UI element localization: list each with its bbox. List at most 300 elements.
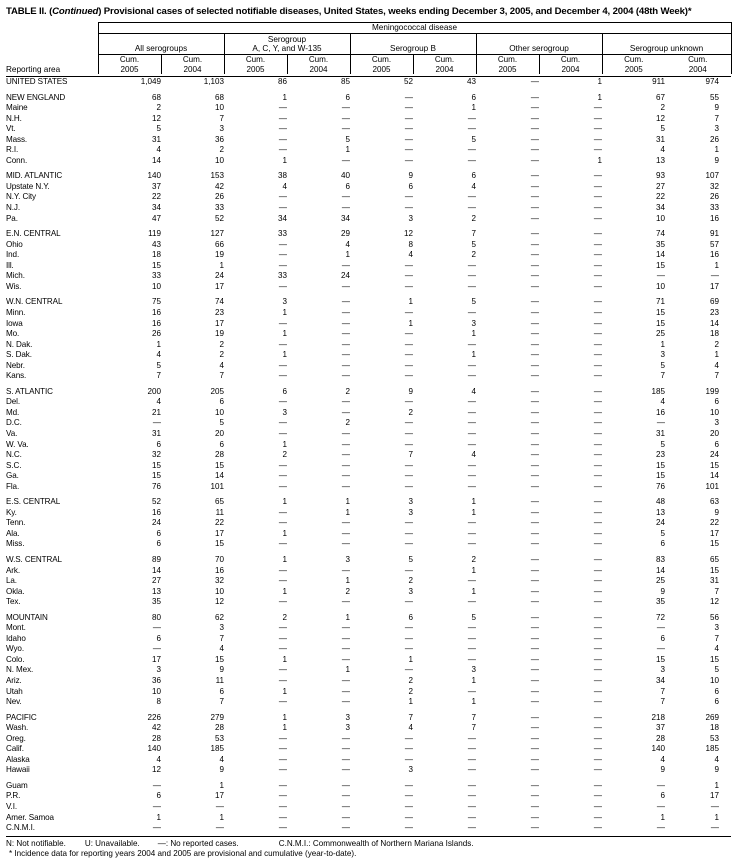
row-value-10: 9 (714, 765, 720, 775)
row-value-8: — (593, 597, 602, 607)
row-value-9: 4 (660, 397, 665, 407)
row-value-7: — (530, 686, 539, 696)
row-value-10: 63 (710, 497, 720, 507)
row-value-10: 65 (710, 554, 720, 564)
row-value-2: 2 (219, 339, 224, 349)
row-value-10: 53 (710, 733, 720, 743)
row-value-3: — (278, 644, 287, 654)
row-value-6: — (467, 155, 476, 165)
table-row (6, 623, 731, 634)
row-value-1: 3 (156, 665, 161, 675)
row-value-3: — (278, 791, 287, 801)
row-value-10: 6 (714, 697, 720, 707)
row-value-7: — (530, 507, 539, 517)
row-value-7: — (530, 471, 539, 481)
row-value-7: — (530, 339, 539, 349)
row-value-7: — (530, 644, 539, 654)
row-value-8: — (593, 733, 602, 743)
table-row (6, 765, 731, 776)
row-value-8: — (593, 439, 602, 449)
row-value-3: 38 (277, 171, 287, 181)
table-row (6, 539, 731, 550)
row-value-5: 3 (408, 213, 413, 223)
header-cum-label-9: Cum. (624, 55, 644, 65)
row-value-5: 52 (403, 77, 413, 87)
row-area-label: Wyo. (6, 644, 24, 654)
header-disease-meningococcal: Meningococcal disease (98, 23, 731, 34)
table-row (6, 203, 731, 214)
row-value-6: 7 (471, 229, 476, 239)
row-value-3: — (278, 481, 287, 491)
row-value-3: — (278, 192, 287, 202)
row-value-3: — (278, 145, 287, 155)
row-value-3: — (278, 203, 287, 213)
row-value-6: 7 (471, 723, 476, 733)
row-value-10: 7 (714, 113, 720, 123)
row-value-8: — (593, 812, 602, 822)
row-value-7: — (530, 623, 539, 633)
row-value-7: — (530, 239, 539, 249)
header-group-acyw135 (224, 34, 350, 55)
row-area-label: Ind. (6, 250, 20, 260)
row-value-3: — (278, 665, 287, 675)
row-value-7: — (530, 539, 539, 549)
row-value-8: — (593, 318, 602, 328)
row-value-6: — (467, 744, 476, 754)
row-value-1: 75 (151, 297, 161, 307)
row-value-1: 16 (151, 318, 161, 328)
row-value-4: — (341, 428, 350, 438)
row-value-5: — (404, 418, 413, 428)
row-value-3: — (278, 754, 287, 764)
row-value-10: 185 (705, 744, 720, 754)
table-row (6, 271, 731, 282)
row-value-6: — (467, 407, 476, 417)
row-value-9: 10 (655, 213, 665, 223)
row-value-4: — (341, 812, 350, 822)
row-value-5: — (404, 460, 413, 470)
row-value-3: 33 (277, 229, 287, 239)
row-value-9: 1 (660, 812, 665, 822)
row-value-8: — (593, 507, 602, 517)
row-area-label: Kans. (6, 371, 27, 381)
row-value-9: 140 (651, 744, 665, 754)
row-value-2: 1,103 (203, 77, 224, 87)
row-value-6: — (467, 823, 476, 833)
header-year-8: 2004 (561, 64, 580, 74)
row-value-3: — (278, 539, 287, 549)
row-value-10: 9 (714, 103, 720, 113)
row-value-5: — (404, 744, 413, 754)
table-row (6, 103, 731, 114)
row-value-2: 23 (214, 307, 224, 317)
row-area-label: Tex. (6, 597, 21, 607)
row-value-7: — (530, 229, 539, 239)
row-value-5: 2 (408, 576, 413, 586)
row-value-9: 6 (660, 791, 665, 801)
row-value-4: 1 (345, 665, 350, 675)
row-value-4: — (341, 518, 350, 528)
row-area-label: MOUNTAIN (6, 612, 48, 622)
row-value-3: — (278, 318, 287, 328)
row-value-4: — (341, 528, 350, 538)
row-value-1: 17 (151, 654, 161, 664)
row-value-10: 26 (710, 192, 720, 202)
row-value-8: — (593, 297, 602, 307)
row-value-7: — (530, 318, 539, 328)
row-value-7: — (530, 181, 539, 191)
row-value-9: 14 (655, 565, 665, 575)
row-area-label: NEW ENGLAND (6, 92, 66, 102)
header-group-other-serogroup-line1: Other serogroup (509, 44, 569, 54)
row-value-3: — (278, 260, 287, 270)
row-value-2: 205 (210, 386, 224, 396)
row-value-8: — (593, 518, 602, 528)
row-value-1: 26 (151, 329, 161, 339)
row-value-1: 28 (151, 733, 161, 743)
row-value-2: 7 (219, 113, 224, 123)
row-value-7: — (530, 676, 539, 685)
header-cum-label-7: Cum. (497, 55, 518, 65)
row-value-10: 1 (714, 780, 720, 790)
row-value-5: 6 (408, 181, 413, 191)
row-value-1: 21 (151, 407, 161, 417)
row-value-2: 17 (214, 791, 224, 801)
row-value-8: — (593, 712, 602, 722)
row-value-9: 15 (655, 460, 665, 470)
row-area-label: Hawaii (6, 765, 30, 775)
row-value-3: — (278, 418, 287, 428)
row-area-label: C.N.M.I. (6, 823, 35, 833)
row-value-9: — (656, 418, 665, 428)
row-area-label: Miss. (6, 539, 25, 549)
row-value-3: — (278, 103, 287, 113)
row-value-2: 10 (214, 103, 224, 113)
row-value-8: — (593, 539, 602, 549)
row-value-10: 12 (710, 597, 720, 607)
table-row (6, 156, 731, 167)
row-value-9: 25 (655, 329, 665, 339)
row-value-8: — (593, 450, 602, 460)
row-area-label: N. Mex. (6, 665, 34, 675)
row-value-2: 36 (214, 134, 224, 144)
row-value-5: — (404, 791, 413, 801)
table-row (6, 397, 731, 408)
row-value-4: 2 (345, 586, 350, 596)
row-value-3: — (278, 134, 287, 144)
row-value-5: — (404, 644, 413, 654)
row-value-1: 140 (147, 171, 161, 181)
row-value-5: — (404, 481, 413, 491)
table-row (6, 676, 731, 687)
header-group-other-serogroup (476, 34, 602, 55)
row-value-2: 12 (214, 597, 224, 607)
row-area-label: Calif. (6, 744, 24, 754)
header-year-9: 2005 (624, 64, 643, 74)
row-value-7: — (530, 744, 539, 754)
row-value-7: — (530, 481, 539, 491)
row-value-4: 4 (345, 239, 350, 249)
row-value-9: — (656, 802, 665, 812)
row-value-9: 15 (655, 471, 665, 481)
row-value-2: 279 (210, 712, 224, 722)
header-group-all-serogroups (98, 34, 224, 55)
row-value-9: 4 (660, 754, 665, 764)
row-value-7: — (530, 576, 539, 586)
row-area-label: Mass. (6, 134, 28, 144)
row-value-9: — (656, 623, 665, 633)
row-value-6: 43 (466, 77, 476, 87)
row-value-5: 4 (408, 723, 413, 733)
row-value-1: 5 (156, 360, 161, 370)
row-value-1: — (152, 418, 161, 428)
row-area-label: Iowa (6, 318, 23, 328)
row-value-3: 1 (282, 350, 287, 360)
row-area-label: Utah (6, 686, 23, 696)
row-value-7: — (530, 697, 539, 707)
row-value-8: — (593, 250, 602, 260)
row-value-5: — (404, 350, 413, 360)
row-value-1: 1 (156, 812, 161, 822)
table-row (6, 340, 731, 351)
row-value-3: 1 (282, 712, 287, 722)
row-area-label: N. Dak. (6, 339, 33, 349)
row-value-9: 48 (655, 497, 665, 507)
row-value-2: 66 (214, 239, 224, 249)
row-value-3: 34 (277, 213, 287, 223)
row-value-3: — (278, 623, 287, 633)
row-value-9: 28 (655, 733, 665, 743)
row-value-8: 1 (597, 155, 602, 165)
table-row (6, 319, 731, 330)
row-value-10: 15 (710, 654, 720, 664)
row-value-4: — (341, 450, 350, 460)
row-value-3: — (278, 371, 287, 381)
row-value-8: — (593, 471, 602, 481)
row-value-6: — (467, 528, 476, 538)
row-value-7: — (530, 171, 539, 181)
table-row (6, 576, 731, 587)
row-value-8: — (593, 565, 602, 575)
row-value-10: 17 (710, 791, 720, 801)
row-value-1: 119 (148, 229, 161, 239)
row-value-4: 1 (345, 250, 350, 260)
row-value-4: — (341, 481, 350, 491)
row-value-3: — (278, 471, 287, 481)
row-value-3: — (278, 812, 287, 822)
row-value-8: — (593, 134, 602, 144)
row-value-8: 1 (597, 92, 602, 102)
row-value-5: — (404, 155, 413, 165)
table-header (6, 23, 731, 77)
row-value-5: — (404, 113, 413, 123)
row-value-4: 2 (345, 418, 350, 428)
row-value-1: 22 (151, 192, 161, 202)
table-row (6, 261, 731, 272)
row-area-label: Guam (6, 780, 28, 790)
row-value-3: — (278, 633, 287, 643)
row-value-4: — (341, 339, 350, 349)
row-value-10: 7 (714, 586, 720, 596)
row-value-5: — (404, 633, 413, 643)
row-value-7: — (530, 103, 539, 113)
header-cum-b-2004 (413, 55, 476, 74)
row-value-10: 23 (710, 307, 720, 317)
row-value-1: 31 (151, 134, 161, 144)
row-value-9: 14 (655, 250, 665, 260)
row-value-10: — (710, 802, 720, 812)
header-group-acyw135-line1: Serogroup (267, 34, 307, 44)
row-value-3: — (278, 397, 287, 407)
header-cum-other-2004 (539, 55, 602, 74)
row-value-9: 16 (655, 407, 665, 417)
row-value-2: 68 (214, 92, 224, 102)
row-value-6: — (467, 124, 476, 134)
row-value-1: — (152, 802, 161, 812)
row-value-2: 15 (214, 460, 224, 470)
row-area-label: Alaska (6, 754, 30, 764)
row-value-10: 4 (714, 754, 720, 764)
row-value-7: — (530, 213, 539, 223)
row-value-10: 6 (714, 439, 720, 449)
row-value-4: — (341, 103, 350, 113)
row-value-2: 62 (214, 612, 224, 622)
row-value-2: 15 (214, 539, 224, 549)
title-rest: ) Provisional cases of selected notifiable diseases, United States, weeks ending December 3, 2005, and December 4, 2004 (48th Week)* (98, 6, 692, 17)
row-value-7: — (530, 386, 539, 396)
row-value-6: 1 (471, 329, 476, 339)
row-value-7: — (530, 407, 539, 417)
table-row (6, 802, 731, 813)
row-value-9: 218 (651, 712, 665, 722)
row-value-2: — (215, 802, 224, 812)
row-value-9: 35 (655, 597, 665, 607)
row-area-label: Mont. (6, 623, 26, 633)
row-value-9: 83 (655, 554, 665, 564)
row-value-4: — (341, 155, 350, 165)
row-value-8: — (593, 697, 602, 707)
row-value-4: 1 (345, 497, 350, 507)
row-value-9: 74 (655, 229, 665, 239)
row-value-5: 8 (408, 239, 413, 249)
row-value-1: 200 (147, 386, 161, 396)
row-value-4: — (341, 329, 350, 339)
footnote-u: U: Unavailable. (84, 839, 140, 849)
row-value-2: 4 (219, 360, 224, 370)
row-value-9: 5 (660, 124, 665, 134)
row-value-5: 1 (408, 297, 413, 307)
row-value-2: 19 (214, 250, 224, 260)
row-value-1: 18 (151, 250, 161, 260)
row-value-5: — (404, 528, 413, 538)
row-value-9: 71 (655, 297, 665, 307)
row-value-5: 6 (408, 612, 413, 622)
table-row (6, 192, 731, 203)
row-value-6: — (467, 307, 476, 317)
row-value-3: 6 (282, 386, 287, 396)
title-prefix: TABLE II. ( (6, 6, 53, 17)
row-value-6: 1 (471, 497, 476, 507)
row-value-9: 4 (660, 145, 665, 155)
row-value-10: 14 (710, 471, 720, 481)
row-value-10: 3 (714, 418, 720, 428)
row-value-1: 226 (147, 712, 161, 722)
row-value-10: 4 (714, 360, 720, 370)
row-value-2: 6 (219, 686, 224, 696)
row-area-label: Colo. (6, 654, 25, 664)
table-row (6, 297, 731, 308)
header-cum-acyw-2004 (287, 55, 350, 74)
row-value-4: 1 (345, 576, 350, 586)
table-row (6, 124, 731, 135)
row-value-1: 6 (156, 633, 161, 643)
row-value-8: — (593, 654, 602, 664)
header-cum-label-1: Cum. (119, 55, 140, 65)
row-value-5: — (404, 565, 413, 575)
row-value-1: — (152, 623, 161, 633)
row-value-1: 16 (151, 307, 161, 317)
row-value-5: — (404, 812, 413, 822)
row-value-5: 2 (408, 407, 413, 417)
table-row (6, 597, 731, 608)
row-value-1: 76 (151, 481, 161, 491)
row-value-5: — (404, 124, 413, 134)
row-value-6: — (467, 644, 476, 654)
row-value-4: 6 (345, 92, 350, 102)
row-value-5: 3 (408, 586, 413, 596)
table-row (6, 518, 731, 529)
row-value-3: — (278, 428, 287, 438)
row-value-5: 7 (408, 450, 413, 460)
header-cum-label-3: Cum. (245, 55, 266, 65)
row-value-7: — (530, 77, 539, 87)
row-value-3: — (278, 733, 287, 743)
row-value-9: — (656, 823, 665, 833)
row-value-4: — (341, 407, 350, 417)
row-value-2: 10 (214, 586, 224, 596)
row-value-8: — (593, 665, 602, 675)
row-value-9: 7 (660, 686, 665, 696)
row-area-label: Vt. (6, 124, 16, 134)
row-value-9: 31 (655, 428, 665, 438)
row-value-8: — (593, 397, 602, 407)
row-value-7: — (530, 192, 539, 202)
row-value-5: — (404, 623, 413, 633)
row-value-5: — (404, 339, 413, 349)
row-value-3: 1 (282, 92, 287, 102)
row-value-10: 26 (710, 134, 720, 144)
row-value-2: 17 (214, 528, 224, 538)
table-footer-rule (6, 834, 731, 837)
row-value-7: — (530, 497, 539, 507)
row-value-2: 14 (214, 471, 224, 481)
row-value-4: — (341, 697, 350, 707)
row-value-6: — (467, 471, 476, 481)
row-value-5: — (404, 329, 413, 339)
row-value-2: 53 (214, 733, 224, 743)
table-row (6, 329, 731, 340)
row-value-4: — (341, 397, 350, 407)
row-value-2: 3 (219, 623, 224, 633)
row-area-label: Wash. (6, 723, 29, 733)
row-value-1: 27 (151, 576, 161, 586)
header-cum-all-2005 (98, 55, 161, 74)
row-value-9: 5 (660, 439, 665, 449)
table-row (6, 387, 731, 398)
row-value-2: 65 (214, 497, 224, 507)
row-area-label: W.S. CENTRAL (6, 554, 62, 564)
row-value-8: — (593, 386, 602, 396)
